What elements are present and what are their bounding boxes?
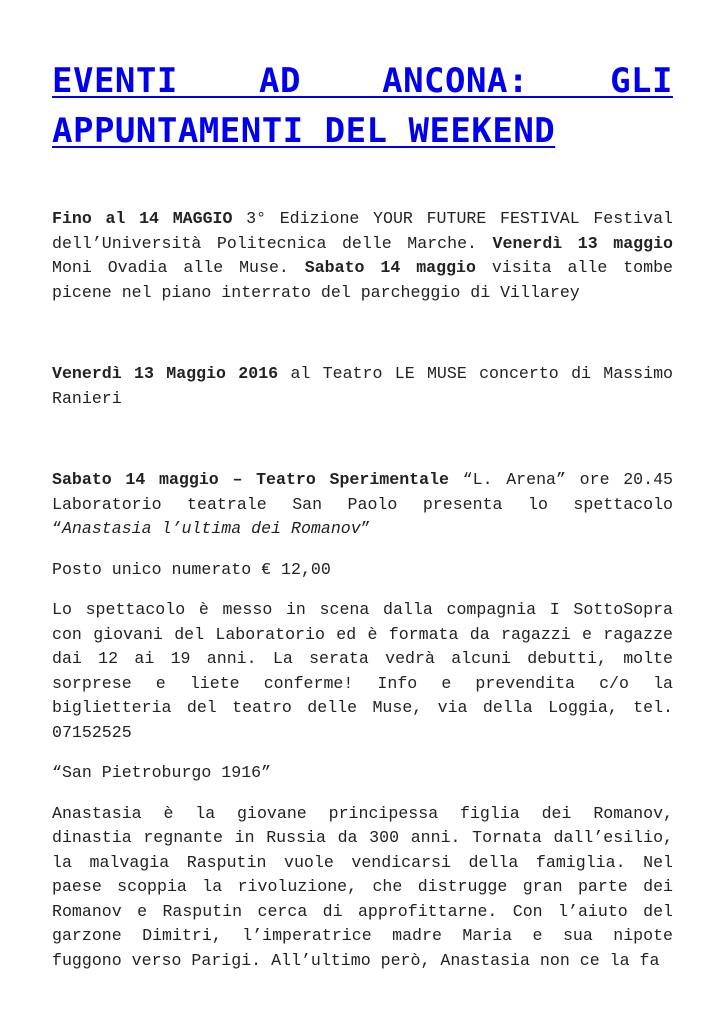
date-highlight: Sabato 14 maggio – Teatro Sperimentale	[52, 470, 449, 489]
date-highlight: Fino al 14 MAGGIO	[52, 209, 233, 228]
article-title-link[interactable]: EVENTI AD ANCONA: GLI APPUNTAMENTI DEL WEEKEND	[52, 61, 673, 151]
paragraph-theatre	[52, 468, 673, 542]
article-title	[52, 56, 673, 156]
paragraph-text: “L. Arena” ore 20.45 Laboratorio teatrale San Paolo presenta lo spettacolo “	[52, 470, 673, 538]
paragraph-text: Moni Ovadia alle Muse.	[52, 258, 305, 277]
date-highlight: Venerdì 13 Maggio 2016	[52, 364, 279, 383]
article	[52, 56, 673, 973]
paragraph-setting: “San Pietroburgo 1916”	[52, 763, 272, 782]
date-highlight: Sabato 14 maggio	[304, 258, 476, 277]
paragraph-price: Posto unico numerato € 12,00	[52, 559, 331, 579]
paragraph-text: visita alle tombe picene nel piano interrato del parcheggio di Villarey	[52, 258, 674, 302]
paragraph-text: ”	[360, 519, 371, 538]
paragraph-text: al Teatro LE MUSE concerto di Massimo Ranieri	[52, 364, 674, 408]
paragraph-plot: Anastasia è la giovane principessa figlia dei Romanov, dinastia regnante in Russia da 300 anni. Tornata dall’esilio, la malvagia Rasputin vuole vendicarsi della famiglia. Nel paese scoppia la rivoluzione, che distrugge gran parte dei Romanov e Rasputin cerca di approfittarne. Con l’aiuto del garzone Dimitri, l’imperatrice madre Maria e sua nipote fuggono verso Parigi. All’ultimo però, Anastasia non ce la fa	[52, 803, 673, 970]
paragraph-concert	[52, 362, 673, 411]
paragraph-festival	[52, 207, 673, 305]
show-title: Anastasia l’ultima dei Romanov	[61, 519, 361, 538]
paragraph-company: Lo spettacolo è messo in scena dalla compagnia I SottoSopra con giovani del Laboratorio ed è formata da ragazzi e ragazze dai 12 ai 19 anni. La serata vedrà alcuni debutti, molte sorprese e liete conferme! Info e prevendita c/o la biglietteria del teatro delle Muse, via della Loggia, tel. 07152525	[52, 600, 673, 742]
date-highlight: Venerdì 13 maggio	[492, 233, 673, 253]
paragraph-text: 3° Edizione YOUR FUTURE FESTIVAL Festival dell’Università Politecnica delle Marche.	[52, 209, 673, 253]
